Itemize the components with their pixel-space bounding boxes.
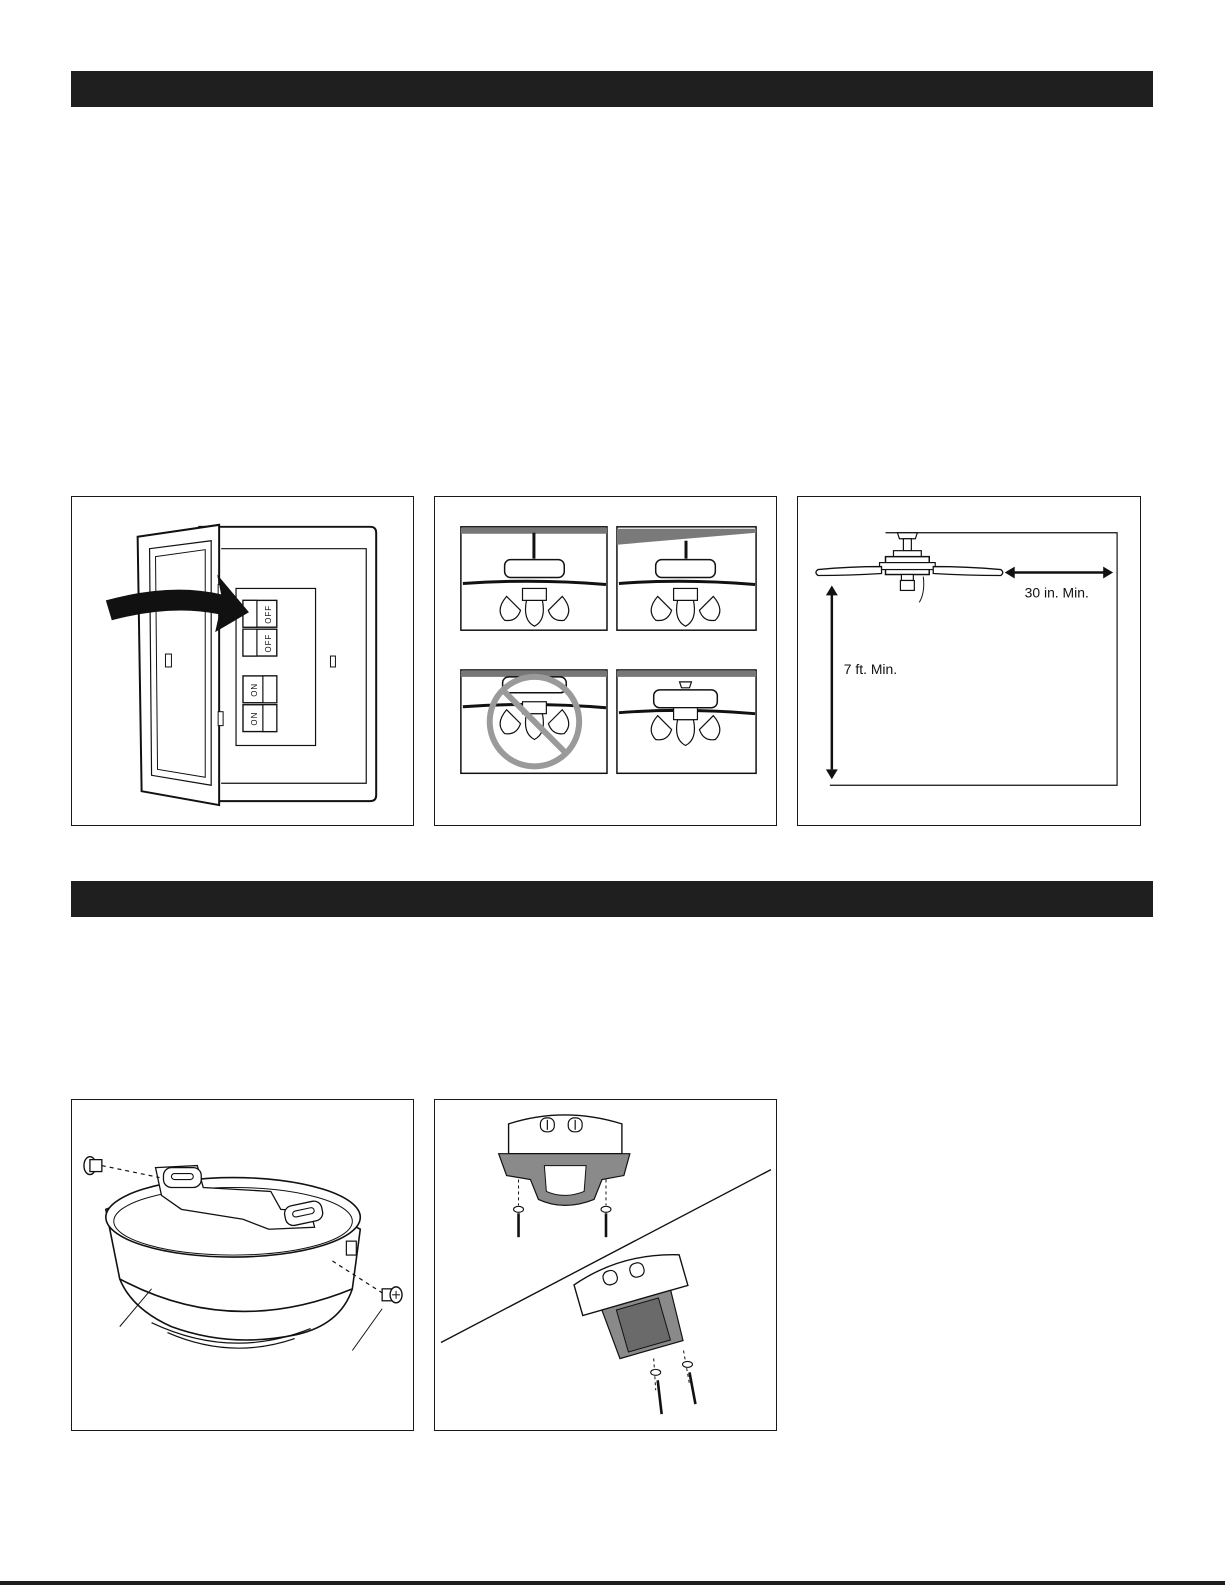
switch-label-off-1: OFF: [263, 604, 273, 624]
breaker-switch-on-2: [243, 705, 277, 732]
clearance-illustration: [798, 497, 1140, 825]
screw-icon: [514, 1206, 524, 1237]
figure-bracket-install-panel: [434, 1099, 777, 1431]
breaker-switch-on-1: [243, 676, 277, 703]
screw-icon: [382, 1287, 402, 1303]
mount-flush-not-allowed: [461, 670, 607, 773]
figure-clearance-panel: [797, 496, 1141, 826]
mounting-options-illustration: [435, 497, 776, 825]
switch-label-on-2: ON: [249, 711, 259, 726]
mount-downrod-flat: [461, 527, 607, 630]
screw-icon: [651, 1369, 662, 1414]
side-clearance-arrow: [1005, 567, 1113, 579]
breaker-switch-off-1: [243, 600, 277, 627]
breaker-panel-illustration: [72, 497, 413, 825]
breaker-switch-off-2: [243, 629, 277, 656]
page-bottom-rule: [0, 1581, 1225, 1585]
figure-mounting-options-panel: [434, 496, 777, 826]
floor-clearance-arrow: [826, 585, 838, 779]
switch-label-off-2: OFF: [263, 633, 273, 653]
bracket-install-illustration: [435, 1100, 776, 1430]
fan-illustration: [816, 533, 1003, 603]
section-header-bar-2: [71, 881, 1153, 917]
section-header-bar-1: [71, 71, 1153, 107]
floor-clearance-label: 7 ft. Min.: [843, 660, 898, 677]
switch-label-on-1: ON: [249, 682, 259, 697]
mount-downrod-angled: [617, 527, 756, 630]
figure-breaker-panel: [71, 496, 414, 826]
mount-close-to-ceiling: [617, 670, 756, 773]
screw-icon: [84, 1157, 102, 1175]
figure-canopy-screws-panel: [71, 1099, 414, 1431]
side-clearance-label: 30 in. Min.: [1024, 584, 1089, 601]
canopy-screws-illustration: [72, 1100, 413, 1430]
screw-icon: [601, 1206, 611, 1237]
